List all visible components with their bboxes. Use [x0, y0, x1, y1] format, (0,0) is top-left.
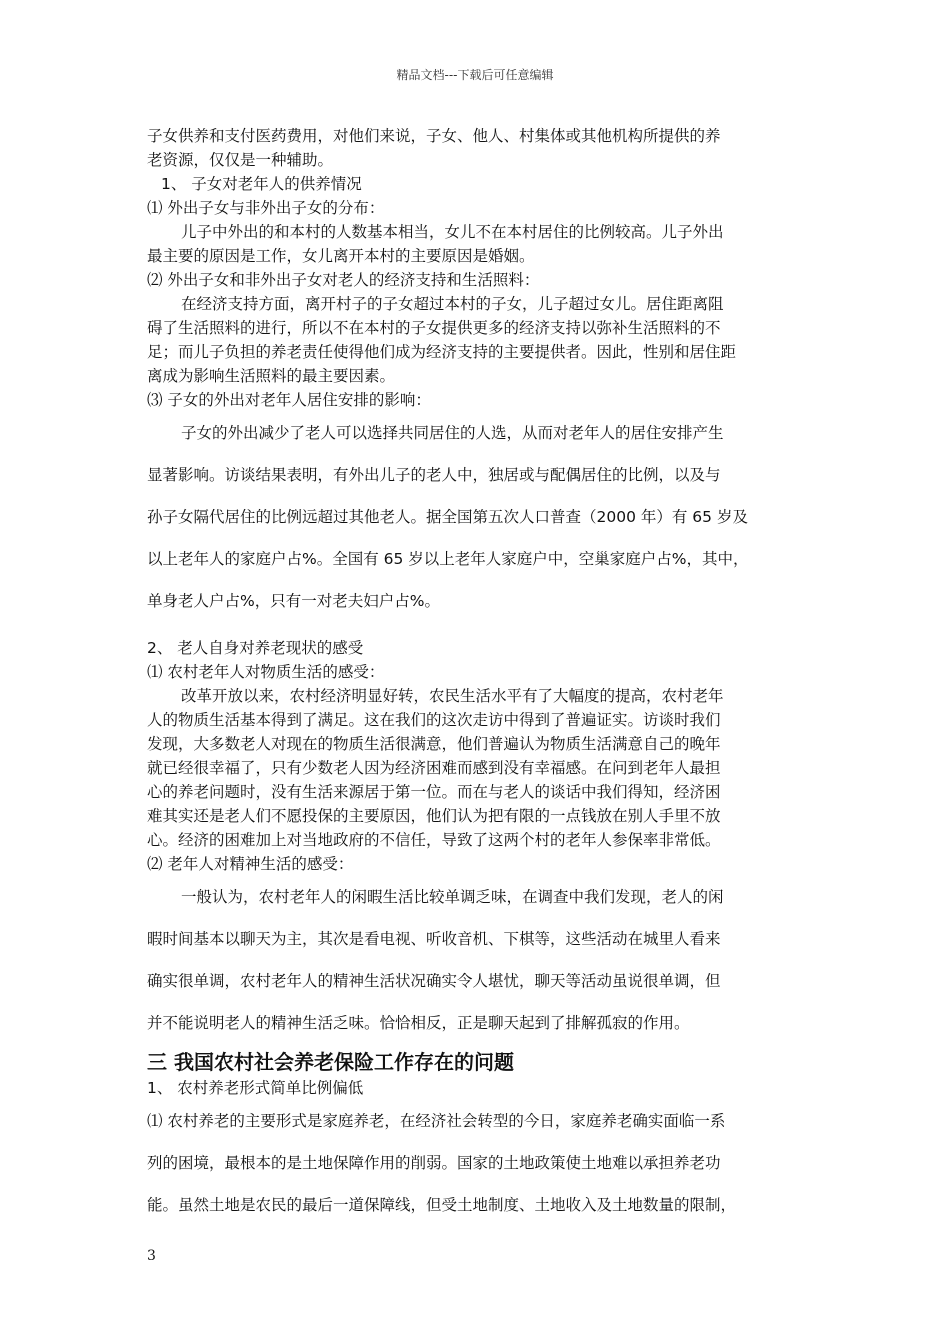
paragraph-line: 并不能说明老人的精神生活乏味。恰恰相反，正是聊天起到了排解孤寂的作用。 [147, 1014, 690, 1032]
paragraph-line: 暇时间基本以聊天为主，其次是看电视、听收音机、下棋等，这些活动在城里人看来 [147, 930, 721, 948]
subsection-heading: ⑴ 农村老年人对物质生活的感受： [147, 663, 385, 681]
paragraph-line: 在经济支持方面，离开村子的子女超过本村的子女，儿子超过女儿。居住距离阻 [181, 295, 724, 313]
paragraph-line: 难其实还是老人们不愿投保的主要原因，他们认为把有限的一点钱放在别人手里不放 [147, 807, 721, 825]
paragraph-line: 碍了生活照料的进行，所以不在本村的子女提供更多的经济支持以弥补生活照料的不 [147, 319, 721, 337]
document-body [147, 124, 817, 1226]
paragraph-line: 子女供养和支付医药费用，对他们来说，子女、他人、村集体或其他机构所提供的养 [147, 127, 721, 145]
paragraph-line: 人的物质生活基本得到了满足。这在我们的这次走访中得到了普遍证实。访谈时我们 [147, 711, 721, 729]
page-header: 精品文档---下载后可任意编辑 [396, 68, 554, 82]
paragraph-line: 最主要的原因是工作，女儿离开本村的主要原因是婚姻。 [147, 247, 535, 265]
paragraph-line: 一般认为，农村老年人的闲暇生活比较单调乏味，在调查中我们发现，老人的闲 [181, 888, 724, 906]
paragraph-line: 改革开放以来，农村经济明显好转，农民生活水平有了大幅度的提高，农村老年 [181, 687, 724, 705]
paragraph-line: 离成为影响生活照料的最主要因素。 [147, 367, 396, 385]
paragraph-line: 心。经济的困难加上对当地政府的不信任，导致了这两个村的老年人参保率非常低。 [147, 831, 721, 849]
spacer [147, 622, 817, 636]
section-heading: 2、 老人自身对养老现状的感受 [147, 639, 364, 657]
chapter-heading: 三 我国农村社会养老保险工作存在的问题 [147, 1050, 514, 1074]
page-number: 3 [147, 1248, 156, 1264]
paragraph-line: ⑴ 农村养老的主要形式是家庭养老，在经济社会转型的今日，家庭养老确实面临一系 [147, 1112, 726, 1130]
subsection-heading: ⑴ 外出子女与非外出子女的分布： [147, 199, 385, 217]
paragraph-line: 单身老人户占%，只有一对老夫妇户占%。 [147, 592, 440, 610]
paragraph-line: 能。虽然土地是农民的最后一道保障线，但受土地制度、土地收入及土地数量的限制， [147, 1196, 737, 1214]
section-heading: 1、 子女对老年人的供养情况 [161, 175, 362, 193]
paragraph-line: 就已经很幸福了，只有少数老人因为经济困难而感到没有幸福感。在问到老年人最担 [147, 759, 721, 777]
paragraph-line: 儿子中外出的和本村的人数基本相当，女儿不在本村居住的比例较高。儿子外出 [181, 223, 724, 241]
paragraph-line: 以上老年人的家庭户占%。全国有 65 岁以上老年人家庭户中，空巢家庭户占%，其中， [147, 550, 749, 568]
paragraph-line: 足；而儿子负担的养老责任使得他们成为经济支持的主要提供者。因此，性别和居住距 [147, 343, 737, 361]
paragraph-line: 发现，大多数老人对现在的物质生活很满意，他们普遍认为物质生活满意自己的晚年 [147, 735, 721, 753]
paragraph-line: 确实很单调，农村老年人的精神生活状况确实令人堪忧，聊天等活动虽说很单调，但 [147, 972, 721, 990]
paragraph-line: 列的困境，最根本的是土地保障作用的削弱。国家的土地政策使土地难以承担养老功 [147, 1154, 721, 1172]
subsection-heading: ⑵ 外出子女和非外出子女对老人的经济支持和生活照料： [147, 271, 540, 289]
subsection-heading: ⑶ 子女的外出对老年人居住安排的影响： [147, 391, 431, 409]
paragraph-line: 心的养老问题时，没有生活来源居于第一位。而在与老人的谈话中我们得知，经济困 [147, 783, 721, 801]
paragraph-line: 子女的外出减少了老人可以选择共同居住的人选，从而对老年人的居住安排产生 [181, 424, 724, 442]
paragraph-line: 孙子女隔代居住的比例远超过其他老人。据全国第五次人口普查（2000 年）有 65 岁及 [147, 508, 748, 526]
subsection-heading: ⑵ 老年人对精神生活的感受： [147, 855, 354, 873]
paragraph-line: 显著影响。访谈结果表明，有外出儿子的老人中，独居或与配偶居住的比例，以及与 [147, 466, 721, 484]
paragraph-line: 老资源，仅仅是一种辅助。 [147, 151, 334, 169]
section-heading: 1、 农村养老形式简单比例偏低 [147, 1079, 364, 1097]
